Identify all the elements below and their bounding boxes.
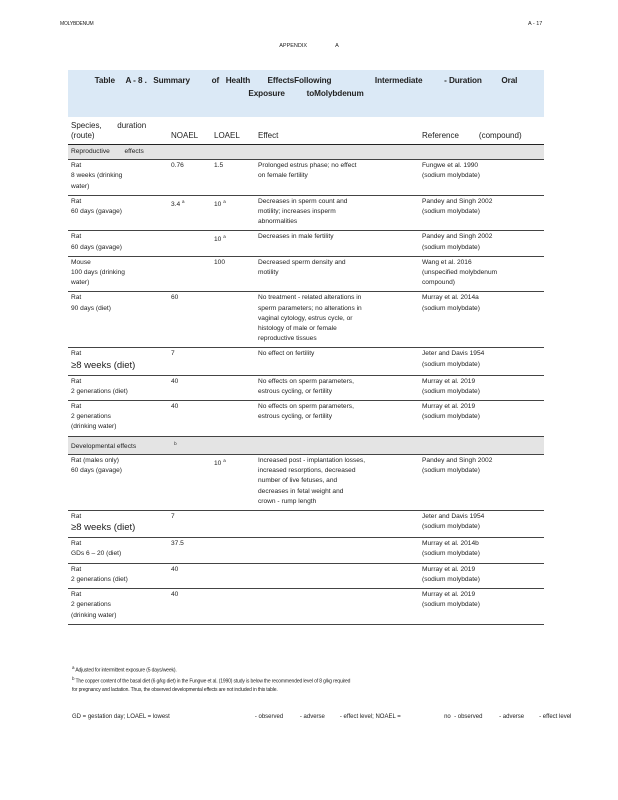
table-row [68,455,544,511]
table-title-line2: Exposure toMolybdenum [248,89,364,98]
cell-effect [255,511,419,538]
cell-effect: Decreases in sperm count and motility; increases insperm abnormalities [255,195,419,231]
cell-species: Rat ≥8 weeks (diet) [68,348,168,375]
cell-effect [255,563,419,588]
table-row [68,563,544,588]
cell-species: Rat 8 weeks (drinking water) [68,160,168,196]
cell-reference: Jeter and Davis 1954 (sodium molybdate) [419,511,544,538]
footnote-b: b The copper content of the basal diet (6 g/kg diet) in the Fungwe et al. (1990) study is below the recommended level of 8 g/kg required for pregnancy and lactation. Thus, the observed developmental effects are not included in this table. [72,676,351,693]
cell-reference: Pandey and Singh 2002 (sodium molybdate) [419,455,544,511]
cell-species: Rat 2 generations (diet) [68,563,168,588]
cell-species: Rat 2 generations (diet) [68,375,168,400]
duration-large: ≥8 weeks (diet) [71,359,136,371]
table-row [68,401,544,437]
cell-loael [211,538,255,563]
health-effects-table [68,117,544,625]
cell-loael [211,511,255,538]
cell-loael [211,401,255,437]
col-species: Species, duration (route) [68,117,168,145]
appendix-label [0,43,618,49]
cell-loael: 100 [211,256,255,292]
cell-noael: 40 [168,375,211,400]
table-row [68,195,544,231]
duration-large: ≥8 weeks (diet) [71,522,136,534]
cell-loael [211,375,255,400]
cell-species: Mouse 100 days (drinking water) [68,256,168,292]
footnote-a: a Adjusted for intermittent exposure (5 days/week). [72,665,177,674]
cell-species: Rat 60 days (gavage) [68,231,168,256]
cell-species: Rat 90 days (diet) [68,292,168,348]
appendix-letter: A [335,43,339,49]
table-row [68,538,544,563]
col-reference: Reference (compound) [419,117,544,145]
cell-reference: Murray et al. 2019 (sodium molybdate) [419,563,544,588]
cell-noael [168,231,211,256]
col-loael: LOAEL [211,117,255,145]
cell-loael: 1.5 [211,160,255,196]
table-title-box [68,70,544,117]
cell-reference: Murray et al. 2014b (sodium molybdate) [419,538,544,563]
cell-effect [255,538,419,563]
cell-reference: Pandey and Singh 2002 (sodium molybdate) [419,195,544,231]
cell-noael: 60 [168,292,211,348]
cell-noael: 40 [168,563,211,588]
cell-reference: Murray et al. 2019 (sodium molybdate) [419,401,544,437]
cell-loael [211,348,255,375]
cell-noael: 40 [168,401,211,437]
page-number: A - 17 [528,21,543,27]
table-header-row [68,117,544,145]
cell-loael [211,292,255,348]
footnotes [72,664,352,694]
table-row [68,256,544,292]
table-title [68,74,544,100]
appendix-word: APPENDIX [279,43,308,49]
cell-reference: Murray et al. 2014a (sodium molybdate) [419,292,544,348]
cell-effect: No effects on sperm parameters, estrous cycling, or fertility [255,375,419,400]
cell-loael: 10 $^a$ [211,195,255,231]
col-noael: NOAEL [168,117,211,145]
cell-loael: 10 $^a$ [211,231,255,256]
cell-noael: 0.76 [168,160,211,196]
abbreviations: GD = gestation day; LOAEL = lowest - observed - adverse - effect level; NOAEL = no - observed - adverse - effect level [72,714,572,720]
table-row [68,348,544,375]
cell-effect: Prolonged estrus phase; no effect on female fertility [255,160,419,196]
col-effect: Effect [255,117,419,145]
cell-species: Rat ≥8 weeks (diet) [68,511,168,538]
cell-reference: Wang et al. 2016 (unspecified molybdenum compound) [419,256,544,292]
cell-effect: Decreases in male fertility [255,231,419,256]
cell-effect: No effect on fertility [255,348,419,375]
cell-noael: 37.5 [168,538,211,563]
cell-noael [168,455,211,511]
section-label: Developmental effects $^b$ [68,436,544,454]
cell-species: Rat GDs 6 – 20 (diet) [68,538,168,563]
section-label: Reproductive effects [68,145,544,160]
cell-reference: Murray et al. 2019 (sodium molybdate) [419,589,544,625]
table-row [68,511,544,538]
cell-loael [211,589,255,625]
section-row [68,145,544,160]
cell-reference: Jeter and Davis 1954 (sodium molybdate) [419,348,544,375]
running-title: MOLYBDENUM [60,21,94,27]
table-row [68,589,544,625]
table-row [68,231,544,256]
cell-reference: Pandey and Singh 2002 (sodium molybdate) [419,231,544,256]
cell-species: Rat 2 generations (drinking water) [68,401,168,437]
cell-noael: 40 [168,589,211,625]
cell-noael: 7 [168,511,211,538]
cell-noael: 7 [168,348,211,375]
table-row [68,375,544,400]
cell-reference: Fungwe et al. 1990 (sodium molybdate) [419,160,544,196]
cell-species: Rat (males only) 60 days (gavage) [68,455,168,511]
cell-reference: Murray et al. 2019 (sodium molybdate) [419,375,544,400]
cell-noael [168,256,211,292]
cell-effect: No treatment - related alterations in sperm parameters; no alterations in vaginal cytology, estrus cycle, or histology of male or female reproductive tissues [255,292,419,348]
cell-effect: No effects on sperm parameters, estrous cycling, or fertility [255,401,419,437]
cell-species: Rat 2 generations (drinking water) [68,589,168,625]
table-row [68,292,544,348]
cell-loael: 10 $^a$ [211,455,255,511]
cell-loael [211,563,255,588]
cell-species: Rat 60 days (gavage) [68,195,168,231]
cell-effect: Decreased sperm density and motility [255,256,419,292]
cell-noael: 3.4 $^a$ [168,195,211,231]
cell-effect [255,589,419,625]
table-row [68,160,544,196]
section-row [68,436,544,454]
table-title-line1: Table A - 8 . Summary of Health EffectsFollowing Intermediate - Duration Oral [94,76,518,85]
cell-effect: Increased post - implantation losses, increased resorptions, decreased number of live fetuses, and decreases in fetal weight and crown - rump length [255,455,419,511]
